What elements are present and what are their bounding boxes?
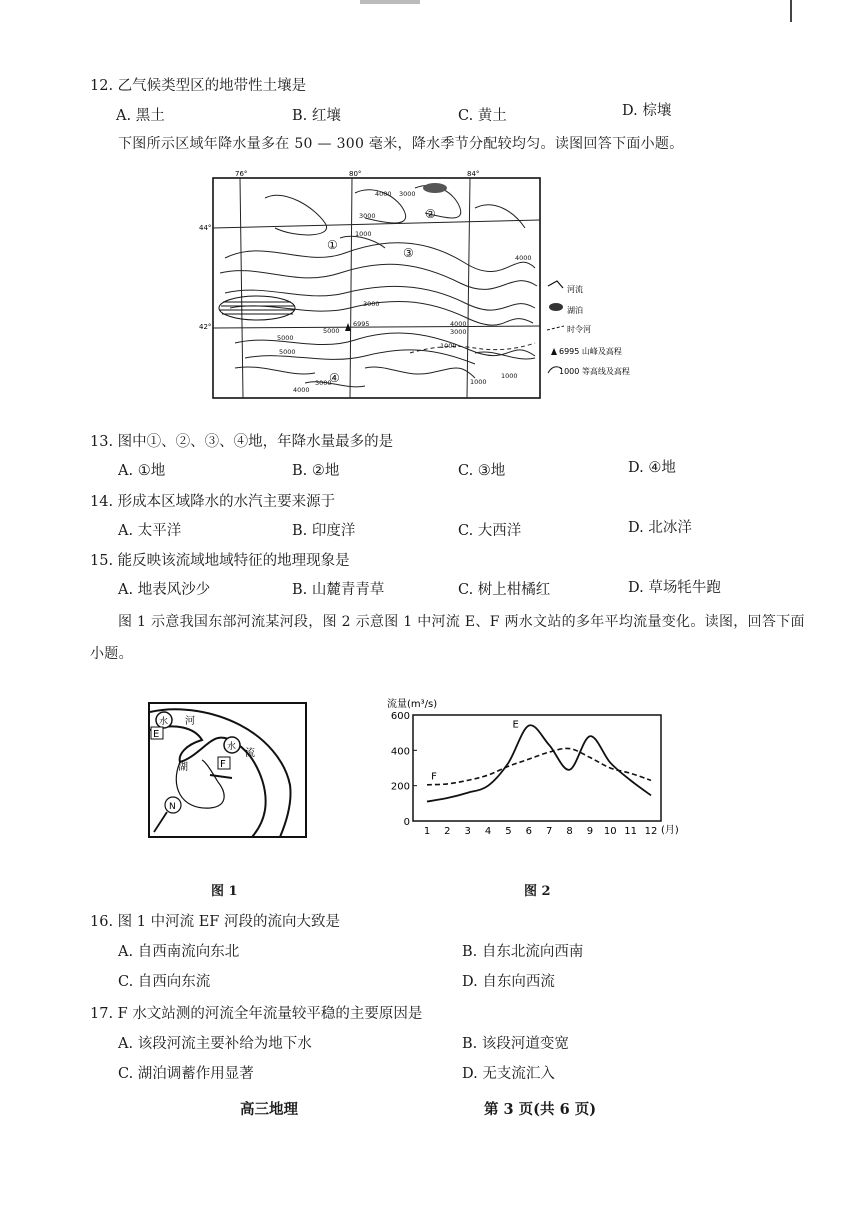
lake-legend-icon <box>549 303 563 311</box>
q13-option-b: B. ②地 <box>292 463 340 479</box>
legend-peak: 6995 山峰及高程 <box>559 347 622 356</box>
site-4: ④ <box>329 371 340 385</box>
legend-river: 河流 <box>567 285 583 294</box>
chart-x-tick-label: 11 <box>624 826 638 837</box>
north-label: N <box>169 802 176 812</box>
chart-y-axis-label: 流量(m³/s) <box>387 699 438 710</box>
chart-x-tick-label: 10 <box>603 826 617 837</box>
station-f-label: F <box>220 759 226 770</box>
question-13: 13. 图中①、②、③、④地，年降水量最多的是 <box>90 434 394 450</box>
chart-x-tick-label: 12 <box>644 826 658 837</box>
site-3: ③ <box>403 246 414 260</box>
chart-x-tick-label: 2 <box>444 826 451 837</box>
contour-label: 3000 <box>399 190 416 198</box>
chart-y-tick-label: 0 <box>403 817 410 828</box>
question-17: 17. F 水文站测的河流全年流量较平稳的主要原因是 <box>90 1006 423 1022</box>
q17-option-c: C. 湖泊调蓄作用显著 <box>118 1066 254 1082</box>
chart-y-tick-label: 400 <box>390 746 410 758</box>
river-legend-icon <box>548 281 563 288</box>
chart-y-tick-label: 600 <box>390 711 410 722</box>
q17-option-a: A. 该段河流主要补给为地下水 <box>118 1036 312 1052</box>
contour-label: 4000 <box>375 190 392 198</box>
question-14: 14. 形成本区域降水的水汽主要来源于 <box>90 494 336 510</box>
contour-label: 5000 <box>279 348 296 356</box>
legend-seasonal-river: 时令河 <box>567 325 591 334</box>
series-label-f: F <box>431 771 437 783</box>
q17-option-d: D. 无支流汇入 <box>462 1066 555 1082</box>
contour-label: 3000 <box>363 300 380 308</box>
gauge-label: 水 <box>227 742 237 752</box>
q16-option-c: C. 自西向东流 <box>118 974 211 990</box>
intro-figure-paragraph: 图 1 示意我国东部河流某河段，图 2 示意图 1 中河流 E、F 两水文站的多年平均流量变化。读图，回答下面 <box>118 614 805 630</box>
chart-x-axis-label: (月) <box>661 825 679 836</box>
figure-2-flow-chart <box>383 693 713 843</box>
seasonal-river-icon <box>547 326 564 330</box>
gauge-label: 水 <box>159 717 169 727</box>
q15-option-a: A. 地表风沙少 <box>118 582 211 598</box>
q12-option-a: A. 黑土 <box>116 108 165 124</box>
q14-option-b: B. 印度洋 <box>292 523 356 539</box>
contour-label: 4000 <box>515 254 532 262</box>
figure-1-river-map <box>140 700 310 840</box>
top-scan-mark <box>360 0 420 4</box>
contour-label: 6995 <box>353 320 370 328</box>
q14-option-c: C. 大西洋 <box>458 523 522 539</box>
chart-frame <box>413 715 661 821</box>
series-line-f <box>427 748 651 784</box>
contour-label: 5000 <box>323 327 340 335</box>
map-legend <box>547 281 630 376</box>
q14-option-d: D. 北冰洋 <box>628 520 692 536</box>
contour-label: 1000 <box>470 378 487 386</box>
q12-option-b: B. 红壤 <box>292 108 341 124</box>
question-12: 12. 乙气候类型区的地带性土壤是 <box>90 78 307 94</box>
intro-map-paragraph: 下图所示区域年降水量多在 50 — 300 毫米，降水季节分配较均匀。读图回答下面小题。 <box>118 136 684 152</box>
q16-option-a: A. 自西南流向东北 <box>118 944 240 960</box>
lat-label: 44° <box>199 224 212 232</box>
q13-option-d: D. ④地 <box>628 460 676 476</box>
q12-option-d: D. 棕壤 <box>622 103 672 119</box>
series-line-e <box>427 725 651 801</box>
chart-x-tick-label: 4 <box>484 826 492 837</box>
contour-label: 4000 <box>450 320 467 328</box>
contour-label: 1000 <box>501 372 518 380</box>
chart-x-tick-label: 3 <box>464 826 471 837</box>
q15-option-b: B. 山麓青青草 <box>292 582 385 598</box>
intro-figure-paragraph-2: 小题。 <box>90 646 133 662</box>
figure-1-caption: 图 1 <box>211 884 238 899</box>
figure-2-caption: 图 2 <box>524 884 551 899</box>
footer-subject: 高三地理 <box>240 1101 298 1118</box>
q17-option-b: B. 该段河道变宽 <box>462 1036 569 1052</box>
chart-x-tick-label: 1 <box>423 826 431 837</box>
contour-label: 3000 <box>315 379 332 387</box>
legend-contour: 1000 等高线及高程 <box>559 367 630 376</box>
site-2: ② <box>425 207 436 221</box>
chart-x-tick-label: 9 <box>586 826 594 837</box>
site-1: ① <box>327 238 338 252</box>
legend-lake: 湖泊 <box>567 306 583 315</box>
q16-option-d: D. 自东向西流 <box>462 974 555 990</box>
question-15: 15. 能反映该流域地域特征的地理现象是 <box>90 553 350 569</box>
series-label-e: E <box>512 719 519 731</box>
q14-option-a: A. 太平洋 <box>118 523 182 539</box>
chart-y-tick-label: 200 <box>390 781 410 793</box>
chart-x-tick-label: 8 <box>566 826 573 837</box>
chart-x-tick-label: 6 <box>525 826 533 837</box>
contour-label: 3000 <box>359 212 376 220</box>
station-e-label: E <box>153 729 160 740</box>
q15-option-d: D. 草场牦牛跑 <box>628 580 721 596</box>
lon-label: 76° <box>235 170 248 178</box>
q13-option-a: A. ①地 <box>118 463 166 479</box>
q13-option-c: C. ③地 <box>458 463 506 479</box>
lat-label: 42° <box>199 323 212 331</box>
footer-page-number: 第 3 页(共 6 页) <box>484 1101 597 1118</box>
peak-legend-icon <box>551 348 557 355</box>
river-label: 流 <box>245 748 255 759</box>
river-label: 河 <box>185 716 195 727</box>
q16-option-b: B. 自东北流向西南 <box>462 944 584 960</box>
contour-label: 4000 <box>293 386 310 394</box>
contour-label: 1000 <box>355 230 372 238</box>
lake-label: 湖 <box>178 762 188 773</box>
q15-option-c: C. 树上柑橘红 <box>458 582 551 598</box>
right-scan-line <box>790 0 792 22</box>
chart-x-tick-label: 5 <box>505 826 512 837</box>
lon-label: 80° <box>349 170 362 178</box>
topographic-map <box>199 168 685 406</box>
chart-x-tick-label: 7 <box>545 826 553 837</box>
contour-label: 5000 <box>277 334 294 342</box>
contour-label: 3000 <box>450 328 467 336</box>
question-16: 16. 图 1 中河流 EF 河段的流向大致是 <box>90 914 340 930</box>
lon-label: 84° <box>467 170 480 178</box>
q12-option-c: C. 黄土 <box>458 108 507 124</box>
contour-label: 1000 <box>440 342 457 350</box>
